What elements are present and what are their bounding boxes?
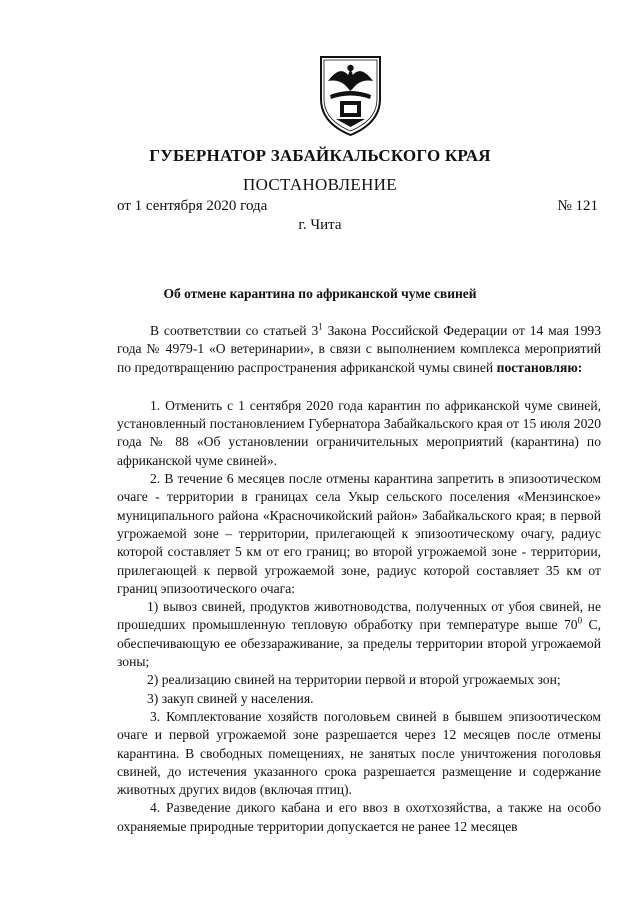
paragraph-1: 1. Отменить с 1 сентября 2020 года карантин по африканской чуме свиней, установленный постановлением Губернатора Забайкальского края от 15 июля 2020 года № 88 «Об установлении ограничительных мероприятий (карантина) по африканской чуме свиней». <box>117 397 601 468</box>
paragraph-3: 3. Комплектование хозяйств поголовьем свиней в бывшем эпизоотическом очаге и первой угрожаемой зоне разрешается через 12 месяцев после отмены карантина. В свободных помещениях, не занятых после уничтожения поголовья свиней, до истечения указанного срока разрешается размещение и содержание животных других видов (включая птиц). <box>117 708 601 798</box>
subitem-2: 2) реализацию свиней на территории первой и второй угрожаемых зон; <box>147 672 561 688</box>
document-heading: Об отмене карантина по африканской чуме свиней <box>163 286 477 301</box>
coat-of-arms-icon <box>318 55 383 137</box>
document-number: № 121 <box>557 198 598 214</box>
document-date: от 1 сентября 2020 года <box>117 198 268 214</box>
subitem-1: 1) вывоз свиней, продуктов животноводства, полученных от убоя свиней, не прошедших промышленную тепловую обработку при температуре выше $70^0$ С, обеспечивающую ее обеззараживание, за пределы территории второй угрожаемой зоны; <box>117 599 601 670</box>
subitem-3: 3) закуп свиней у населения. <box>147 690 314 706</box>
document-city: г. Чита <box>298 217 342 233</box>
document-body <box>117 322 601 836</box>
paragraph-4: 4. Разведение дикого кабана и его ввоз в охотхозяйства, а также на особо охраняемые природные территории допускается не ранее 12 месяцев <box>117 800 601 834</box>
decree-word: постановляю: <box>496 359 583 375</box>
paragraph-2: 2. В течение 6 месяцев после отмены карантина запретить в эпизоотическом очаге - территории в границах села Укыр сельского поселения «Мензинское» муниципального района «Красночикойский район» Забайкальского края; в первой угрожаемой зоне – территории, прилегающей к эпизоотическому очагу, радиус которой составляет 5 км от его границ; во второй угрожаемой зоне - территории, прилегающей к первой угрожаемой зоне, радиус которой составляет 35 км от границ эпизоотического очага: <box>117 471 601 596</box>
page-title: ГУБЕРНАТОР ЗАБАЙКАЛЬСКОГО КРАЯ <box>149 146 491 165</box>
preamble-paragraph: В соответствии со статьей $3^1$ Закона Российской Федерации от 14 мая 1993 года № 4979-1 «О ветеринарии», в связи с выполнением комплекса мероприятий по предотвращению распространения африканской чумы свиней постановляю: <box>117 321 601 375</box>
document-type: ПОСТАНОВЛЕНИЕ <box>243 175 397 194</box>
